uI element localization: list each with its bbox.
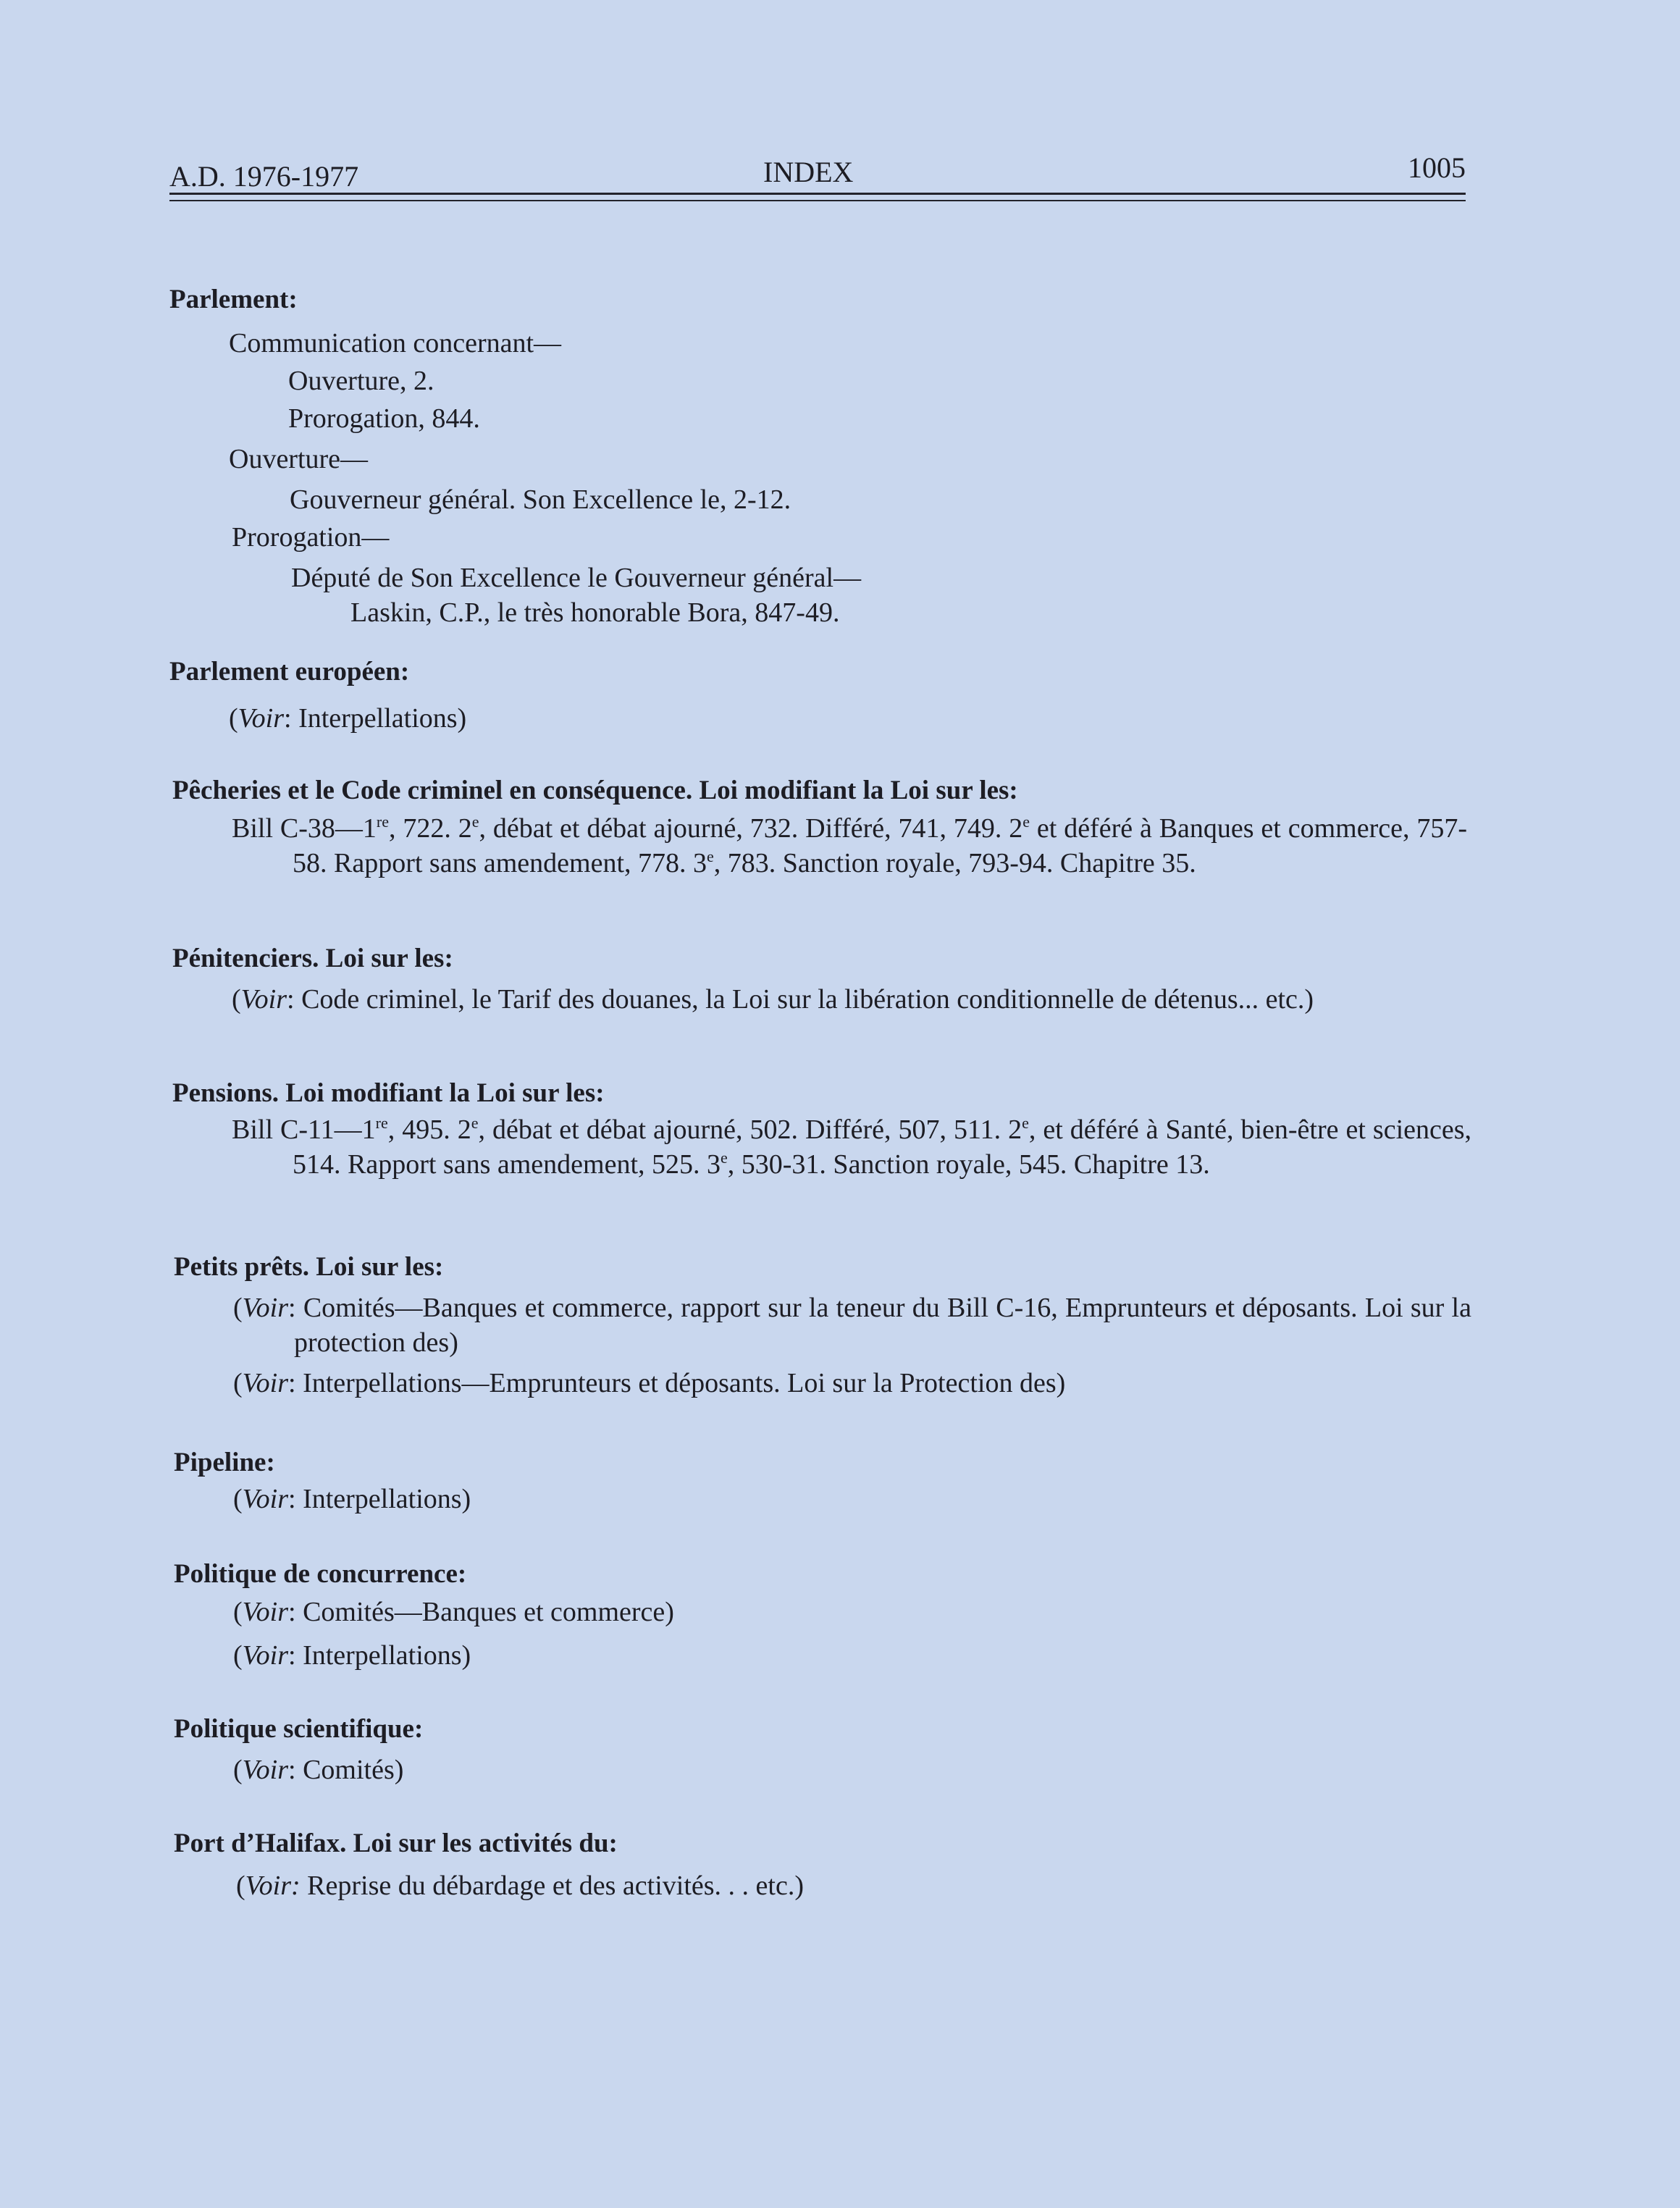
text-run: , 530-31. Sanction royale, 545. Chapitre 13.: [727, 1149, 1210, 1180]
voir-label: Voir: [242, 1293, 289, 1323]
entry-heading: Port d’Halifax. Loi sur les activités du:: [174, 1829, 618, 1858]
reference-text: : Comités): [288, 1755, 404, 1785]
reference-text: Reprise du débardage et des activités. . . etc.): [300, 1871, 804, 1901]
see-reference: (Voir: Interpellations): [229, 703, 467, 734]
text-run: et déféré à Banques et commerce, 757-58. Rapport sans amendement, 778. 3: [293, 813, 1467, 878]
entry-heading: Pensions. Loi modifiant la Loi sur les:: [172, 1078, 605, 1108]
voir-label: Voir: [242, 1368, 289, 1398]
reference-text: : Interpellations): [284, 703, 467, 734]
superscript: e: [471, 1114, 479, 1132]
entry-subline: Laskin, C.P., le très honorable Bora, 847-49.: [350, 597, 840, 628]
see-reference: (Voir: Interpellations): [233, 1640, 471, 1671]
text-run: , et déféré à Santé, bien-être et sciences, 514. Rapport sans amendement, 525. 3: [293, 1115, 1472, 1180]
see-reference: (Voir: Code criminel, le Tarif des douanes, la Loi sur la libération conditionnelle de détenus... etc.): [232, 984, 1314, 1015]
entry-body: [232, 811, 1467, 881]
entry-subline: Député de Son Excellence le Gouverneur général—: [291, 563, 862, 593]
entry-subline: Prorogation—: [232, 522, 390, 553]
text-run: , débat et débat ajourné, 732. Différé, 741, 749. 2: [479, 813, 1023, 844]
reference-text: : Comités—Banques et commerce): [288, 1597, 674, 1627]
entry-heading: Petits prêts. Loi sur les:: [174, 1252, 444, 1282]
text-run: Bill C-38—1: [232, 813, 377, 844]
voir-label: Voir: [240, 984, 287, 1015]
entry-subline: Ouverture—: [229, 444, 369, 474]
reference-text: : Code criminel, le Tarif des douanes, la Loi sur la libération conditionnelle de détenus... etc.): [287, 984, 1314, 1015]
entry-subline: Gouverneur général. Son Excellence le, 2-12.: [290, 484, 791, 515]
superscript: e: [1022, 1114, 1029, 1132]
see-reference: (Voir: Interpellations—Emprunteurs et déposants. Loi sur la Protection des): [233, 1368, 1066, 1398]
header-rule-top: [169, 193, 1466, 195]
superscript: e: [721, 1149, 728, 1167]
entry-heading: Pipeline:: [174, 1448, 275, 1477]
entry-subline: Communication concernant—: [229, 328, 562, 358]
header-rule-bottom: [169, 200, 1466, 201]
voir-label: Voir: [238, 703, 285, 734]
entry-heading: Pêcheries et le Code criminel en conséquence. Loi modifiant la Loi sur les:: [172, 776, 1018, 805]
text-run: , 495. 2: [387, 1115, 471, 1145]
running-head-title: INDEX: [763, 156, 854, 188]
superscript: e: [471, 813, 479, 831]
superscript: e: [1022, 813, 1030, 831]
running-head: [169, 151, 1466, 194]
voir-label: Voir: [242, 1640, 289, 1671]
page-number: 1005: [1408, 151, 1466, 184]
entry-body: [232, 1112, 1471, 1182]
text-run: , 783. Sanction royale, 793-94. Chapitre 35.: [713, 848, 1196, 878]
see-reference: (Voir: Reprise du débardage et des activités. . . etc.): [236, 1871, 804, 1901]
voir-label: Voir: [242, 1484, 289, 1514]
entry-heading: Pénitenciers. Loi sur les:: [172, 944, 453, 973]
reference-text: : Interpellations—Emprunteurs et déposants. Loi sur la Protection des): [288, 1368, 1066, 1398]
entry-subline: Ouverture, 2.: [288, 366, 434, 396]
see-reference: (Voir: Comités—Banques et commerce, rapport sur la teneur du Bill C-16, Emprunteurs et déposants. Loi sur la protection des): [233, 1293, 1471, 1358]
text-run: , 722. 2: [388, 813, 472, 844]
entry-subline: Prorogation, 844.: [288, 403, 480, 434]
see-reference: (Voir: Comités—Banques et commerce): [233, 1597, 674, 1627]
see-reference: (Voir: Comités): [233, 1755, 404, 1785]
voir-label: Voir: [242, 1755, 289, 1785]
text-run: Bill C-11—1: [232, 1115, 376, 1145]
see-reference: (Voir: Interpellations): [233, 1484, 471, 1514]
text-run: , débat et débat ajourné, 502. Différé, 507, 511. 2: [478, 1115, 1022, 1145]
reference-text: : Interpellations): [288, 1484, 471, 1514]
entry-heading: Politique scientifique:: [174, 1714, 424, 1744]
entry-heading: Politique de concurrence:: [174, 1559, 467, 1589]
reference-text: : Interpellations): [288, 1640, 471, 1671]
superscript: re: [375, 1114, 388, 1132]
entry-heading: Parlement:: [169, 285, 298, 314]
superscript: re: [376, 813, 389, 831]
reference-text: : Comités—Banques et commerce, rapport sur la teneur du Bill C-16, Emprunteurs et déposants. Loi sur la protection des): [288, 1293, 1471, 1358]
voir-label: Voir: [242, 1597, 289, 1627]
superscript: e: [707, 847, 714, 865]
running-head-years: A.D. 1976-1977: [169, 160, 359, 193]
entry-heading: Parlement européen:: [169, 657, 410, 687]
voir-label: Voir:: [245, 1871, 301, 1901]
